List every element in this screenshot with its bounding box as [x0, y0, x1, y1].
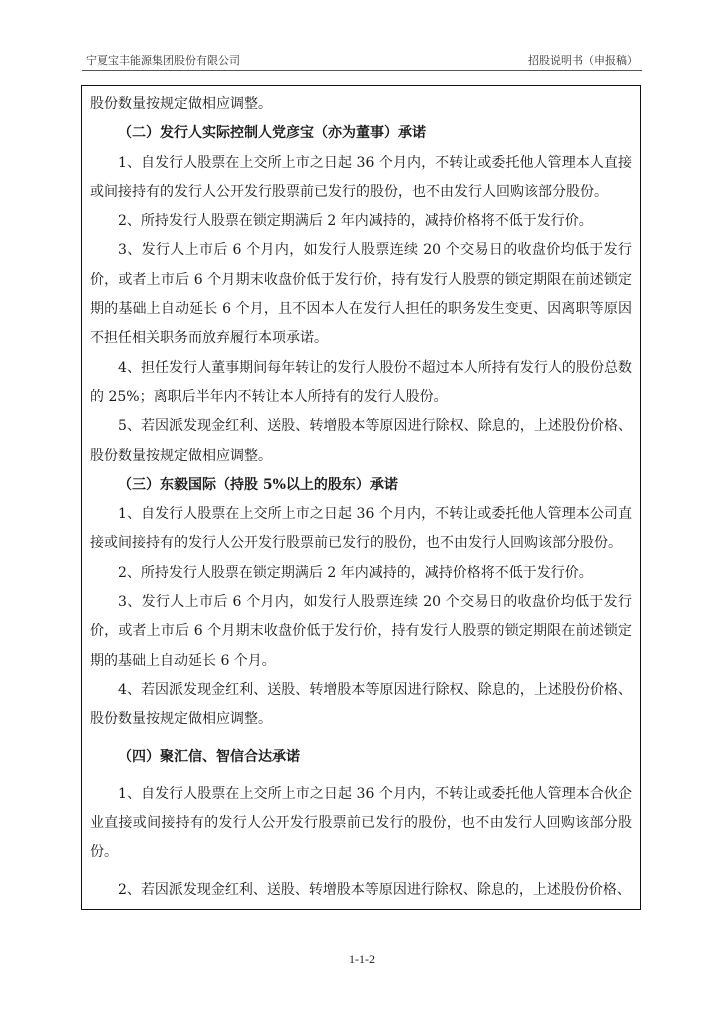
- paragraph: 4、担任发行人董事期间每年转让的发行人股份不超过本人所持有发行人的股份总数的 25%；离职后半年内不转让本人所持有的发行人股份。: [90, 359, 632, 405]
- paragraph: 3、发行人上市后 6 个月内，如发行人股票连续 20 个交易日的收盘价均低于发行价，或者上市后 6 个月期末收盘价低于发行价，持有发行人股票的锁定期限在前述锁定期的基础上自动延长 6 个月。: [90, 594, 632, 669]
- header-document-title: 招股说明书（申报稿）: [528, 54, 638, 67]
- paragraph: 股份数量按规定做相应调整。: [90, 96, 272, 112]
- paragraph: 2、所持发行人股票在锁定期满后 2 年内减持的，减持价格将不低于发行价。: [118, 213, 593, 230]
- paragraph: 5、若因派发现金红利、送股、转增股本等原因进行除权、除息的，上述股份价格、股份数量按规定做相应调整。: [90, 418, 632, 464]
- paragraph: 2、所持发行人股票在锁定期满后 2 年内减持的，减持价格将不低于发行价。: [118, 564, 593, 581]
- header-company-name: 宁夏宝丰能源集团股份有限公司: [86, 54, 240, 67]
- paragraph: 1、自发行人股票在上交所上市之日起 36 个月内，不转让或委托他人管理本公司直接或间接持有的发行人公开发行股票前已发行的股份，也不由发行人回购该部分股份。: [90, 506, 632, 552]
- page-number: 1-1-2: [349, 952, 375, 966]
- paragraph: 1、自发行人股票在上交所上市之日起 36 个月内，不转让或委托他人管理本人直接或间接持有的发行人公开发行股票前已发行的股份，也不由发行人回购该部分股份。: [90, 154, 632, 200]
- section-heading: （四）聚汇信、智信合达承诺: [118, 748, 300, 765]
- paragraph: 4、若因派发现金红利、送股、转增股本等原因进行除权、除息的，上述股份价格、股份数量按规定做相应调整。: [90, 681, 632, 728]
- header-divider: [82, 70, 642, 71]
- section-heading: （二）发行人实际控制人党彦宝（亦为董事）承诺: [118, 125, 426, 142]
- commitment-table-cell: [81, 85, 641, 910]
- paragraph: 2、若因派发现金红利、送股、转增股本等原因进行除权、除息的，上述股份价格、: [118, 881, 631, 898]
- commitment-text: [90, 90, 632, 905]
- section-heading: （三）东毅国际（持股 5%以上的股东）承诺: [118, 476, 398, 493]
- paragraph: 1、自发行人股票在上交所上市之日起 36 个月内，不转让或委托他人管理本合伙企业直接或间接持有的发行人公开发行股票前已发行的股份，也不由发行人回购该部分股份。: [90, 785, 632, 861]
- paragraph: 3、发行人上市后 6 个月内，如发行人股票连续 20 个交易日的收盘价均低于发行价，或者上市后 6 个月期末收盘价低于发行价，持有发行人股票的锁定期限在前述锁定期的基础上自动延长 6 个月，且不因本人在发行人担任的职务发生变更、因离职等原因不担任相关职务而放弃履行本项承诺。: [90, 242, 632, 347]
